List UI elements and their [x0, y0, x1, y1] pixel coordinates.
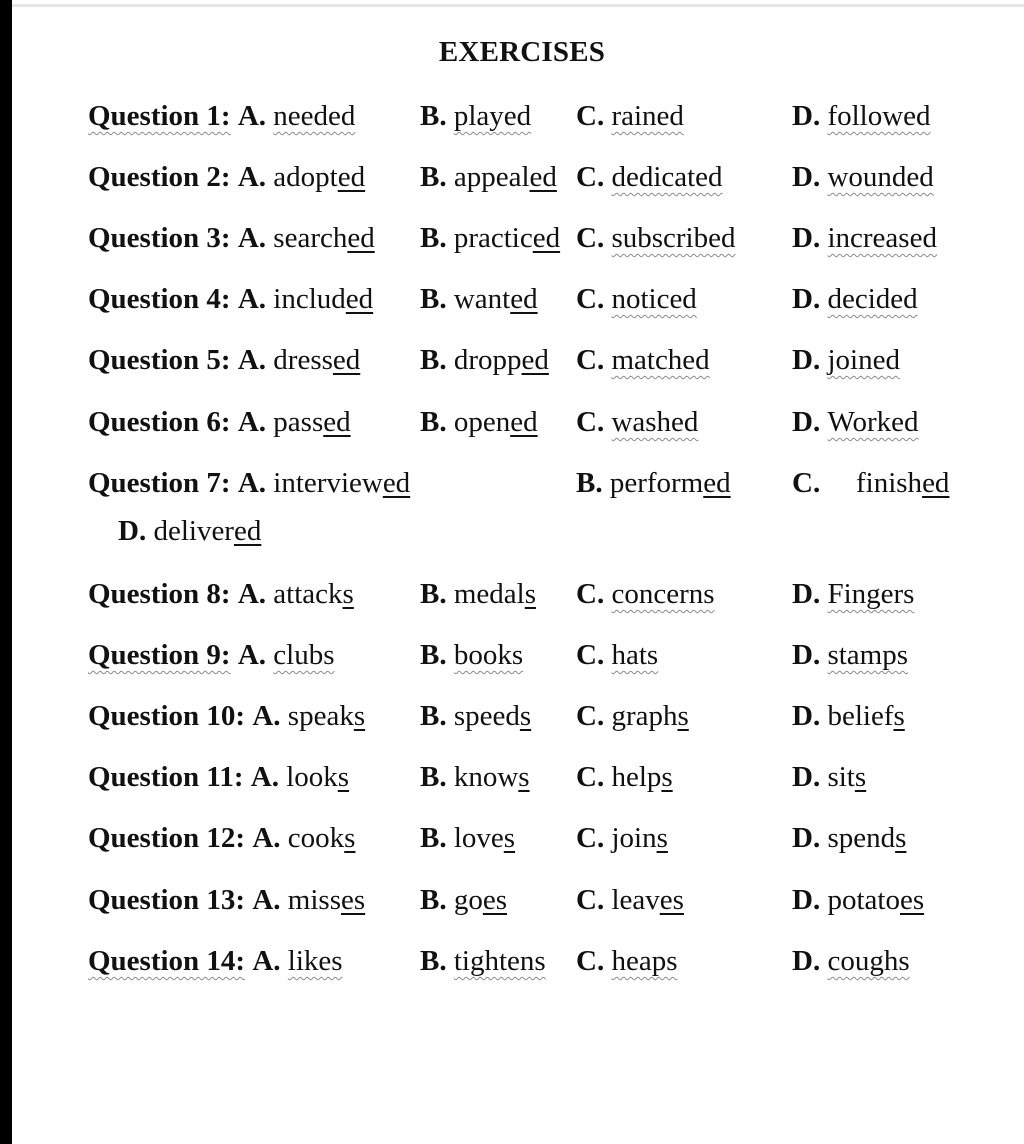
option-label: D.	[118, 515, 154, 547]
option-b	[576, 467, 731, 500]
option-ending: ed	[345, 283, 374, 315]
option-b	[420, 945, 546, 978]
option-ending: ed	[382, 467, 411, 499]
option-ending: ed	[233, 515, 262, 547]
option-b	[420, 100, 531, 133]
option-stem: speak	[287, 700, 354, 732]
option-stem: love	[453, 822, 504, 854]
option-stem: help	[611, 761, 662, 793]
option-b	[420, 283, 538, 316]
option-stem: dropp	[453, 344, 522, 376]
option-label: D.	[792, 406, 828, 438]
option-c	[576, 822, 668, 855]
option-stem: miss	[287, 884, 341, 916]
option-label: A.	[237, 406, 274, 438]
option-stem: washed	[611, 406, 699, 438]
question-label	[88, 945, 343, 978]
option-d	[792, 822, 906, 855]
option-label: B.	[420, 222, 454, 254]
option-label: A.	[237, 344, 274, 376]
question-row	[12, 639, 1024, 679]
question-label	[88, 100, 355, 133]
option-stem: leav	[611, 884, 660, 916]
option-ending: ed	[510, 406, 538, 438]
option-label: B.	[420, 344, 454, 376]
option-b	[420, 884, 507, 917]
option-label: C.	[792, 467, 821, 499]
option-label: A.	[237, 578, 274, 610]
option-c	[576, 761, 673, 794]
option-b	[420, 761, 530, 794]
option-ending: s	[519, 700, 532, 732]
question-row	[12, 945, 1024, 985]
option-stem: cook	[287, 822, 345, 854]
option-stem: finish	[856, 467, 923, 499]
option-stem: medal	[453, 578, 525, 610]
option-b	[420, 578, 536, 611]
option-label: B.	[420, 700, 454, 732]
question-label	[88, 761, 349, 794]
question-label	[88, 639, 335, 672]
option-d	[118, 515, 261, 548]
option-b	[420, 406, 538, 439]
question-number: Question 5:	[88, 344, 231, 376]
question-row	[12, 222, 1024, 262]
option-d	[792, 700, 905, 733]
option-ending: s	[677, 700, 689, 732]
question-row	[12, 406, 1024, 446]
option-ending: ed	[323, 406, 351, 438]
option-label: D.	[792, 945, 828, 977]
option-stem: potato	[827, 884, 900, 916]
option-stem: know	[453, 761, 519, 793]
option-ending: s	[337, 761, 350, 793]
option-stem: played	[453, 100, 532, 132]
question-label	[88, 283, 373, 316]
option-label: C.	[576, 344, 612, 376]
option-label: A.	[237, 222, 274, 254]
option-label: D.	[792, 161, 828, 193]
option-stem: includ	[273, 283, 346, 315]
question-row	[12, 761, 1024, 801]
option-stem: practic	[453, 222, 533, 254]
option-label: A.	[252, 884, 288, 916]
question-number: Question 6:	[88, 406, 231, 438]
option-stem: want	[453, 283, 511, 315]
option-stem: belief	[827, 700, 894, 732]
option-stem: matched	[611, 344, 710, 376]
option-c	[576, 283, 697, 316]
option-c	[576, 100, 684, 133]
question-row	[12, 884, 1024, 924]
question-label	[88, 344, 360, 377]
question-number: Question 4:	[88, 283, 231, 315]
option-ending: ed	[703, 467, 731, 499]
option-stem: dedicated	[611, 161, 723, 193]
option-label: B.	[576, 467, 610, 499]
option-stem: graph	[611, 700, 678, 732]
option-label: A.	[252, 945, 288, 977]
option-ending: ed	[521, 344, 549, 376]
option-c	[576, 344, 710, 377]
option-label: B.	[420, 161, 454, 193]
question-number: Question 12:	[88, 822, 246, 854]
option-label: B.	[420, 822, 454, 854]
question-label	[88, 467, 410, 500]
option-label: D.	[792, 822, 828, 854]
option-stem: followed	[827, 100, 931, 132]
option-stem: go	[453, 884, 483, 916]
option-stem: books	[453, 639, 524, 671]
option-b	[420, 222, 560, 255]
option-ending: es	[659, 884, 684, 916]
option-label: C.	[576, 945, 612, 977]
option-stem: Worked	[827, 406, 919, 438]
question-row	[12, 467, 1024, 547]
question-label	[88, 161, 365, 194]
option-ending: s	[524, 578, 536, 610]
option-label: B.	[420, 578, 454, 610]
option-b	[420, 161, 557, 194]
option-label: A.	[250, 761, 287, 793]
option-b	[420, 822, 515, 855]
option-label: D.	[792, 578, 828, 610]
question-label	[88, 700, 365, 733]
option-label: A.	[237, 161, 274, 193]
option-ending: s	[893, 700, 905, 732]
option-stem: heaps	[611, 945, 678, 977]
option-ending: s	[854, 761, 867, 793]
option-stem: rained	[611, 100, 684, 132]
option-ending: s	[661, 761, 673, 793]
page-title: EXERCISES	[438, 36, 606, 68]
question-row	[12, 700, 1024, 740]
option-stem: sit	[827, 761, 855, 793]
option-label: B.	[420, 100, 454, 132]
option-ending: ed	[347, 222, 375, 254]
option-ending: ed	[532, 222, 561, 254]
option-stem: spend	[827, 822, 896, 854]
option-label: C.	[576, 578, 612, 610]
option-ending: s	[895, 822, 907, 854]
option-ending: ed	[529, 161, 557, 193]
question-row	[12, 822, 1024, 862]
option-ending: s	[656, 822, 668, 854]
option-label: C.	[576, 406, 612, 438]
question-label	[88, 884, 365, 917]
option-label: B.	[420, 945, 454, 977]
question-number: Question 14:	[88, 945, 246, 977]
option-stem: joined	[827, 344, 900, 376]
option-label: C.	[576, 639, 612, 671]
option-ending: ed	[922, 467, 950, 499]
option-label: D.	[792, 222, 828, 254]
option-ending: es	[340, 884, 366, 916]
option-label: B.	[420, 406, 454, 438]
question-row	[12, 344, 1024, 384]
option-b	[420, 344, 549, 377]
option-ending: s	[344, 822, 356, 854]
option-stem: concerns	[611, 578, 715, 610]
option-c	[576, 700, 689, 733]
option-stem: dress	[273, 344, 333, 376]
option-stem: adopt	[273, 161, 338, 193]
question-label	[88, 822, 355, 855]
option-stem: deliver	[153, 515, 234, 547]
option-stem: needed	[273, 100, 356, 132]
option-stem: hats	[611, 639, 659, 671]
question-label	[88, 578, 354, 611]
option-ending: s	[342, 578, 354, 610]
option-stem: search	[273, 222, 348, 254]
option-stem: attack	[273, 578, 343, 610]
option-label: A.	[237, 100, 274, 132]
option-ending: ed	[337, 161, 366, 193]
option-stem: interview	[273, 467, 383, 499]
option-stem: wounded	[827, 161, 934, 193]
question-label	[88, 222, 375, 255]
question-number: Question 2:	[88, 161, 231, 193]
option-c	[576, 945, 677, 978]
document-page	[12, 0, 1024, 1144]
option-label: A.	[237, 467, 274, 499]
question-number: Question 11:	[88, 761, 244, 793]
option-c	[576, 406, 698, 439]
option-stem: open	[453, 406, 511, 438]
option-label: D.	[792, 283, 828, 315]
question-row	[12, 578, 1024, 618]
question-label	[88, 406, 351, 439]
option-c	[576, 161, 723, 194]
option-stem: noticed	[611, 283, 697, 315]
option-label: A.	[237, 283, 274, 315]
option-label: A.	[252, 700, 288, 732]
option-stem: speed	[453, 700, 520, 732]
option-c-word	[856, 467, 949, 500]
option-c	[576, 222, 735, 255]
option-label: C.	[576, 222, 612, 254]
option-c	[576, 884, 684, 917]
option-d	[792, 761, 866, 794]
option-ending: ed	[332, 344, 361, 376]
option-stem: stamps	[827, 639, 909, 671]
option-c	[576, 578, 715, 611]
option-ending: ed	[510, 283, 538, 315]
question-row	[12, 283, 1024, 323]
question-row	[12, 100, 1024, 140]
option-stem: subscribed	[611, 222, 736, 254]
option-label: A.	[252, 822, 288, 854]
option-label: D.	[792, 639, 828, 671]
option-stem: perform	[609, 467, 704, 499]
option-ending: es	[899, 884, 925, 916]
option-stem: tightens	[453, 945, 546, 977]
option-d	[792, 578, 914, 611]
question-number: Question 3:	[88, 222, 231, 254]
option-b	[420, 639, 523, 672]
top-border	[12, 4, 1024, 7]
option-ending: es	[482, 884, 508, 916]
option-label: B.	[420, 761, 454, 793]
question-number: Question 8:	[88, 578, 231, 610]
option-label: B.	[420, 884, 454, 916]
option-stem: Fingers	[827, 578, 915, 610]
option-label: D.	[792, 761, 828, 793]
question-number: Question 13:	[88, 884, 246, 916]
option-d	[792, 344, 900, 377]
option-stem: decided	[827, 283, 918, 315]
option-label: D.	[792, 700, 828, 732]
option-b	[420, 700, 531, 733]
option-label: B.	[420, 639, 454, 671]
question-number: Question 7:	[88, 467, 231, 499]
option-stem: coughs	[827, 945, 910, 977]
option-d	[792, 283, 918, 316]
option-d	[792, 884, 924, 917]
option-d	[792, 161, 934, 194]
option-label: D.	[792, 100, 828, 132]
option-label: C.	[576, 884, 612, 916]
option-stem: likes	[287, 945, 343, 977]
option-label: C.	[576, 822, 612, 854]
option-d	[792, 100, 931, 133]
option-d	[792, 639, 908, 672]
option-d	[792, 406, 919, 439]
option-d	[792, 945, 910, 978]
option-ending: s	[353, 700, 366, 732]
option-stem: clubs	[273, 639, 335, 671]
option-stem: pass	[273, 406, 324, 438]
option-label: C.	[576, 283, 612, 315]
option-label: D.	[792, 344, 828, 376]
option-label: B.	[420, 283, 454, 315]
question-number: Question 1:	[88, 100, 231, 132]
option-stem: increased	[827, 222, 937, 254]
option-label: C.	[576, 100, 612, 132]
option-label: A.	[237, 639, 274, 671]
option-ending: s	[518, 761, 530, 793]
option-c	[792, 467, 820, 500]
option-c	[576, 639, 658, 672]
option-ending: s	[503, 822, 516, 854]
option-stem: join	[611, 822, 657, 854]
option-stem: appeal	[453, 161, 530, 193]
option-d	[792, 222, 937, 255]
option-label: C.	[576, 761, 612, 793]
option-stem: look	[286, 761, 338, 793]
question-number: Question 9:	[88, 639, 231, 671]
question-row	[12, 161, 1024, 201]
question-number: Question 10:	[88, 700, 246, 732]
option-label: C.	[576, 700, 612, 732]
option-label: D.	[792, 884, 828, 916]
option-label: C.	[576, 161, 612, 193]
